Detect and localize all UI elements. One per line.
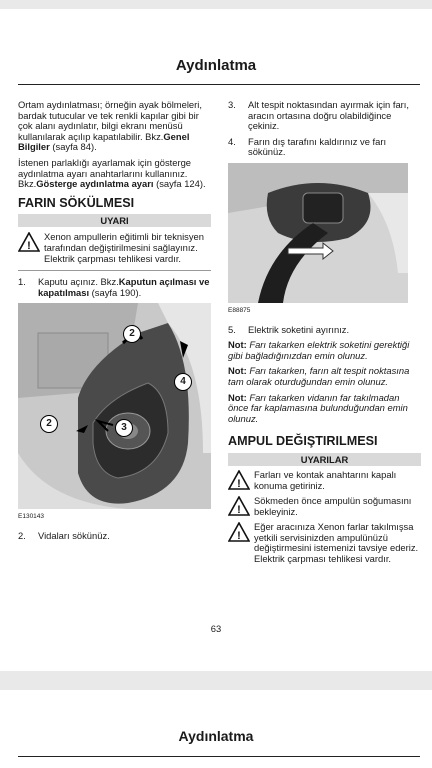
manual-page xyxy=(0,9,432,671)
warning-item-2: ! Sökmeden önce ampulün soğumasını bekleyiniz. xyxy=(228,496,421,517)
section-heading-headlamp-removal: FARIN SÖKÜLMESI xyxy=(18,195,135,210)
svg-text:!: ! xyxy=(237,504,241,517)
right-column xyxy=(228,100,421,570)
figure-code-left: E130143 xyxy=(18,513,45,521)
link-gosterge-aydinlatma[interactable]: Gösterge aydınlatma ayarı xyxy=(36,178,154,190)
note-2: Not: Farı takarken, farın alt tespit noktasına tam olarak oturduğundan emin olunuz. xyxy=(228,365,410,387)
next-header-rule xyxy=(18,756,420,757)
svg-text:!: ! xyxy=(237,477,241,490)
ambient-paragraph: Ortam aydınlatması; örneğin ayak bölmeleri, bardak tutucular ve tek renkli kapılar gibi bir çok alanı aydınlatır, bilgi ekranı menüsü kullanılarak açılıp kapatılabilir. Bkz.Genel Bilgiler (sayfa 84). xyxy=(18,99,202,153)
warning-item-1: ! Farları ve kontak anahtarını kapalı konuma getiriniz. xyxy=(228,470,421,491)
left-column xyxy=(18,100,211,547)
step-3: 3. Alt tespit noktasından ayırmak için farı, aracın ortasına doğru olabildiğince çekiniz. xyxy=(228,99,410,132)
socket-figure xyxy=(228,163,408,303)
warnings-bar: UYARILAR xyxy=(228,453,421,466)
note-3: Not: Farı takarken vidanın far takılmadan önce far kaplamasına bulunduğundan emin olunuz. xyxy=(228,391,408,424)
step-4: 4. Farın dış tarafını kaldırınız ve farı sökünüz. xyxy=(228,135,387,158)
top-gap xyxy=(0,0,432,8)
callout-2-top: 2 xyxy=(123,325,141,343)
headlamp-illustration xyxy=(18,303,211,509)
callout-4: 4 xyxy=(174,373,192,391)
svg-text:!: ! xyxy=(237,530,241,543)
warning-triangle-icon xyxy=(18,232,40,252)
page-number: 63 xyxy=(210,623,222,634)
note-1: Not: Farı takarken elektrik soketini gerektiği gibi bağladığınızdan emin olunuz. xyxy=(228,339,410,361)
page-title: Aydınlatma xyxy=(175,57,257,74)
warning-triangle-icon xyxy=(228,470,250,490)
link-genel-bilgiler[interactable]: Genel Bilgiler xyxy=(18,130,190,153)
callout-3: 3 xyxy=(115,419,133,437)
callout-2-left: 2 xyxy=(40,415,58,433)
brightness-paragraph: İstenen parlaklığı ayarlamak için gösterge aydınlatma ayarı anahtarlarını kullanınız. Bkz.Gösterge aydınlatma ayarı (sayfa 124). xyxy=(18,156,206,190)
svg-text:!: ! xyxy=(27,240,31,253)
step-1: 1. Kaputu açınız. Bkz.Kaputun açılması ve kapatılması (sayfa 190). xyxy=(18,276,210,298)
step-2: 2. Vidaları sökünüz. xyxy=(18,529,110,541)
section-heading-bulb-replacement: AMPUL DEĞIŞTIRILMESI xyxy=(228,434,378,449)
socket-illustration xyxy=(228,163,408,303)
warning-item: ! Xenon ampullerin eğitimli bir teknisyen tarafından değiştirilmesini sağlayınız. Elektrik çarpması tehlikesi vardır. xyxy=(18,232,211,264)
next-page-title: Aydınlatma xyxy=(178,728,254,744)
next-manual-page xyxy=(0,690,432,768)
warning-triangle-icon xyxy=(228,522,250,542)
warning-item-3: ! Eğer aracınıza Xenon farlar takılmışsa yetkili servisinizden ampulünüzü değiştirmesini istemenizi tavsiye ederiz. Elektrik çarpması tehlikesi vardır. xyxy=(228,522,421,564)
figure-code-right: E88875 xyxy=(228,306,251,314)
header-rule xyxy=(18,84,420,85)
warning-triangle-icon xyxy=(228,496,250,516)
warning-bar: UYARI xyxy=(18,214,211,227)
link-kaput[interactable]: Kaputun açılması ve kapatılması xyxy=(38,276,210,298)
headlamp-removal-figure xyxy=(18,303,211,509)
step-5: 5. Elektrik soketini ayırınız. xyxy=(228,323,350,335)
